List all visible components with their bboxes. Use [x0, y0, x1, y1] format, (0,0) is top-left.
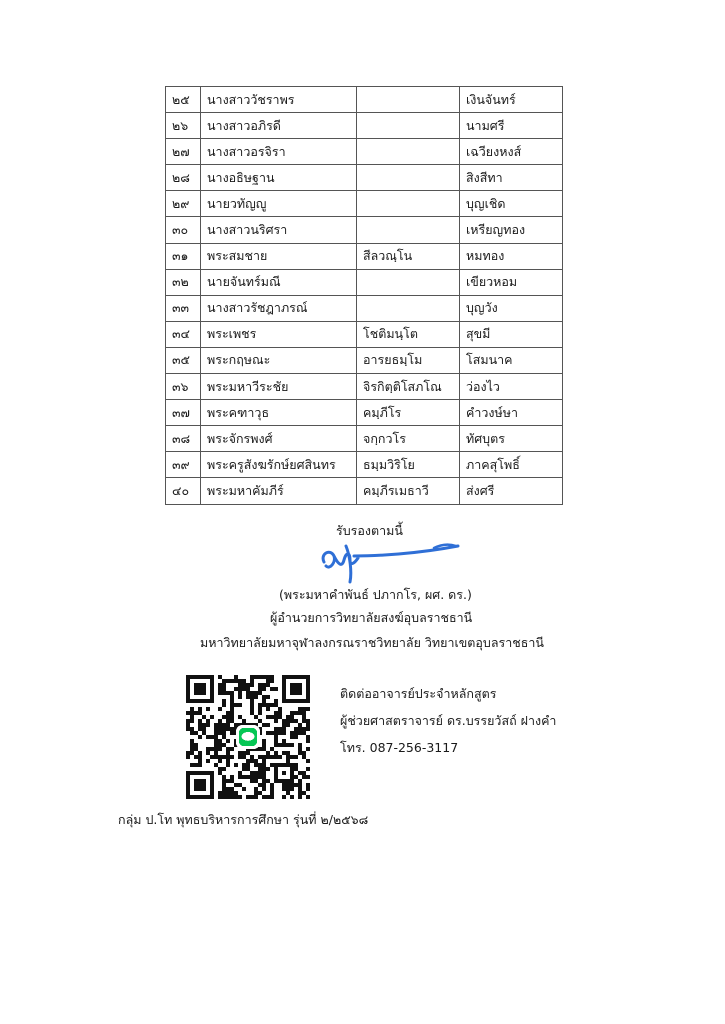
given-name-cell: นางอธิษฐาน [201, 165, 357, 191]
given-name-cell: พระจักรพงศ์ [201, 426, 357, 452]
table-row [166, 269, 563, 295]
monastic-name-cell [357, 113, 460, 139]
contact-line-2: ผู้ช่วยศาสตราจารย์ ดร.บรรยวัสถ์ ฝางคำ [340, 713, 557, 728]
surname-cell: สิงสีทา [460, 165, 563, 191]
surname-cell: ว่องไว [460, 374, 563, 400]
monastic-name-cell: โชติมนฺโต [357, 321, 460, 347]
given-name-cell: พระเพชร [201, 321, 357, 347]
given-name-cell: พระมหาคัมภีร์ [201, 478, 357, 504]
name-roster-table [165, 86, 563, 505]
given-name-cell: นางสาวอภิรดี [201, 113, 357, 139]
surname-cell: เหรียญทอง [460, 217, 563, 243]
surname-cell: หมทอง [460, 243, 563, 269]
signature-image [316, 534, 461, 586]
given-name-cell: นายวทัญญู [201, 191, 357, 217]
row-number-cell: ๒๗ [166, 139, 201, 165]
given-name-cell: นางสาวรัชฎาภรณ์ [201, 295, 357, 321]
table-row [166, 426, 563, 452]
table-row [166, 400, 563, 426]
contact-line-1: ติดต่ออาจารย์ประจำหลักสูตร [340, 686, 497, 701]
row-number-cell: ๓๑ [166, 243, 201, 269]
table-row [166, 478, 563, 504]
surname-cell: บุญวัง [460, 295, 563, 321]
given-name-cell: พระกฤษณะ [201, 347, 357, 373]
monastic-name-cell [357, 295, 460, 321]
row-number-cell: ๒๘ [166, 165, 201, 191]
table-row [166, 113, 563, 139]
given-name-cell: นางสาวอรจิรา [201, 139, 357, 165]
signer-position: ผู้อำนวยการวิทยาลัยสงฆ์อุบลราชธานี [270, 610, 473, 625]
surname-cell: นามศรี [460, 113, 563, 139]
table-row [166, 374, 563, 400]
monastic-name-cell [357, 191, 460, 217]
monastic-name-cell: คมฺภีรเมธาวี [357, 478, 460, 504]
monastic-name-cell [357, 217, 460, 243]
contact-block [340, 680, 556, 761]
surname-cell: คำวงษ์ษา [460, 400, 563, 426]
monastic-name-cell [357, 165, 460, 191]
table-row [166, 165, 563, 191]
surname-cell: เงินจันทร์ [460, 87, 563, 113]
row-number-cell: ๒๕ [166, 87, 201, 113]
signer-institution: มหาวิทยาลัยมหาจุฬาลงกรณราชวิทยาลัย วิทยาเขตอุบลราชธานี [200, 635, 544, 650]
signer-name: (พระมหาคำพันธ์ ปภากโร, ผศ. ดร.) [279, 587, 472, 602]
table-row [166, 452, 563, 478]
table-row [166, 191, 563, 217]
monastic-name-cell: สีลวณฺโน [357, 243, 460, 269]
given-name-cell: นางสาววัชราพร [201, 87, 357, 113]
monastic-name-cell [357, 87, 460, 113]
qr-code [186, 675, 310, 799]
row-number-cell: ๓๒ [166, 269, 201, 295]
monastic-name-cell: คมฺภีโร [357, 400, 460, 426]
roster-body [166, 87, 563, 505]
given-name-cell: พระสมชาย [201, 243, 357, 269]
row-number-cell: ๓๔ [166, 321, 201, 347]
row-number-cell: ๓๕ [166, 347, 201, 373]
surname-cell: ภาคสุโพธิ์ [460, 452, 563, 478]
monastic-name-cell: จิรกิตฺติโสภโณ [357, 374, 460, 400]
table-row [166, 243, 563, 269]
table-row [166, 321, 563, 347]
surname-cell: สุขมี [460, 321, 563, 347]
contact-phone: โทร. 087-256-3117 [340, 740, 459, 755]
table-row [166, 87, 563, 113]
surname-cell: โสมนาค [460, 347, 563, 373]
surname-cell: เฉวียงหงส์ [460, 139, 563, 165]
row-number-cell: ๓๘ [166, 426, 201, 452]
row-number-cell: ๓๙ [166, 452, 201, 478]
monastic-name-cell: ธมฺมวิริโย [357, 452, 460, 478]
monastic-name-cell: จกฺกวโร [357, 426, 460, 452]
row-number-cell: ๒๙ [166, 191, 201, 217]
table-row [166, 347, 563, 373]
surname-cell: ส่งศรี [460, 478, 563, 504]
given-name-cell: นางสาวนริศรา [201, 217, 357, 243]
row-number-cell: ๒๖ [166, 113, 201, 139]
given-name-cell: พระคฑาวุธ [201, 400, 357, 426]
row-number-cell: ๓๖ [166, 374, 201, 400]
surname-cell: เขียวหอม [460, 269, 563, 295]
footer-group-label: กลุ่ม ป.โท พุทธบริหารการศึกษา รุ่นที่ ๒/๒๕๖๘ [118, 812, 369, 827]
row-number-cell: ๓๗ [166, 400, 201, 426]
surname-cell: ทัศบุตร [460, 426, 563, 452]
table-row [166, 139, 563, 165]
certification-heading: รับรองตามนี้ [336, 523, 403, 538]
table-row [166, 295, 563, 321]
row-number-cell: ๔๐ [166, 478, 201, 504]
monastic-name-cell [357, 139, 460, 165]
row-number-cell: ๓๐ [166, 217, 201, 243]
row-number-cell: ๓๓ [166, 295, 201, 321]
given-name-cell: พระครูสังฆรักษ์ยศสินทร [201, 452, 357, 478]
table-row [166, 217, 563, 243]
monastic-name-cell [357, 269, 460, 295]
surname-cell: บุญเชิด [460, 191, 563, 217]
monastic-name-cell: อารยธมฺโม [357, 347, 460, 373]
given-name-cell: พระมหาวีระชัย [201, 374, 357, 400]
given-name-cell: นายจันทร์มณี [201, 269, 357, 295]
